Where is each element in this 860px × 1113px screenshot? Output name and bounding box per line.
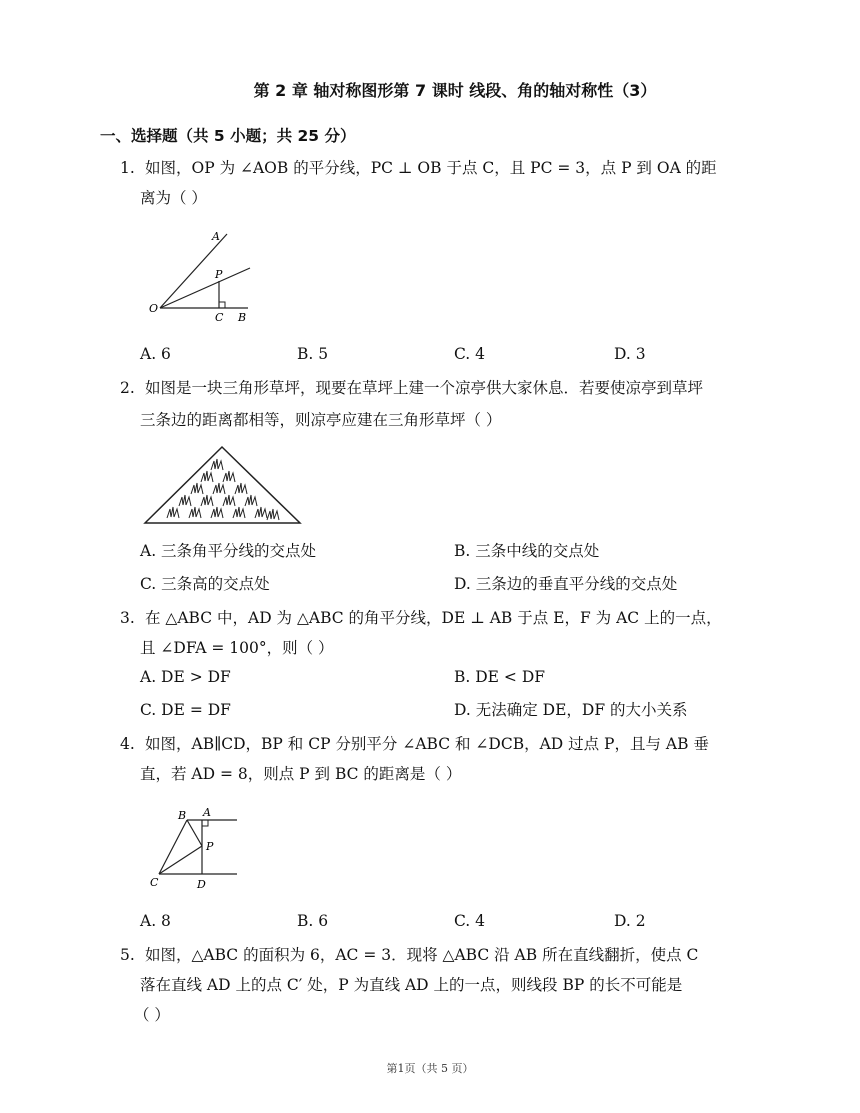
q1-option-c[interactable]: C. 4 bbox=[454, 345, 486, 363]
q1-option-d[interactable]: D. 3 bbox=[614, 345, 646, 363]
q4-parallel-lines-figure bbox=[145, 800, 245, 892]
q4-number: 4. bbox=[120, 735, 135, 753]
q3-text-line2: 且 ∠DFA = 100°，则（ ） bbox=[140, 639, 334, 657]
q2-option-a[interactable]: A. 三条角平分线的交点处 bbox=[140, 542, 317, 560]
q1-text-line2: 离为（ ） bbox=[140, 189, 207, 207]
q1-number: 1. bbox=[120, 159, 135, 177]
q2-grass-triangle-figure bbox=[145, 445, 301, 525]
ray-op bbox=[160, 268, 250, 308]
q4-text-line1: 如图，AB∥CD，BP 和 CP 分别平分 ∠ABC 和 ∠DCB，AD 过点 P，且与 AB 垂 bbox=[145, 735, 709, 753]
label-b: B bbox=[238, 311, 247, 324]
label-c: C bbox=[150, 876, 159, 889]
q2-text-line2: 三条边的距离都相等，则凉亭应建在三角形草坪（ ） bbox=[140, 411, 502, 429]
q5-text-line1: 如图，△ABC 的面积为 6，AC = 3．现将 △ABC 沿 AB 所在直线翻折，使点 C bbox=[145, 946, 699, 964]
q1-text-line1: 如图，OP 为 ∠AOB 的平分线，PC ⊥ OB 于点 C，且 PC = 3，点 P 到 OA 的距 bbox=[145, 159, 717, 177]
q4-text-line2: 直，若 AD = 8，则点 P 到 BC 的距离是（ ） bbox=[140, 765, 462, 783]
q3-number: 3. bbox=[120, 609, 135, 627]
q1-angle-figure bbox=[140, 225, 270, 325]
q4-option-c[interactable]: C. 4 bbox=[454, 912, 486, 930]
right-angle-mark bbox=[202, 820, 208, 826]
q2-option-b[interactable]: B. 三条中线的交点处 bbox=[454, 542, 600, 560]
q4-option-d[interactable]: D. 2 bbox=[614, 912, 646, 930]
q5-text-line2: 落在直线 AD 上的点 C′ 处，P 为直线 AD 上的一点，则线段 BP 的长不可能是 bbox=[140, 976, 683, 994]
label-b: B bbox=[178, 809, 187, 822]
section-heading: 一、选择题（共 5 小题；共 25 分） bbox=[100, 127, 356, 145]
q2-option-c[interactable]: C. 三条高的交点处 bbox=[140, 575, 270, 593]
q3-option-d[interactable]: D. 无法确定 DE，DF 的大小关系 bbox=[454, 701, 688, 719]
q4-option-a[interactable]: A. 8 bbox=[140, 912, 171, 930]
page-footer: 第1页（共 5 页） bbox=[386, 1062, 474, 1075]
label-d: D bbox=[197, 878, 206, 891]
segment-bc bbox=[159, 820, 187, 874]
q2-number: 2. bbox=[120, 379, 135, 397]
q5-text-line3: （ ） bbox=[134, 1006, 170, 1024]
right-angle-mark bbox=[219, 302, 225, 308]
q1-option-a[interactable]: A. 6 bbox=[140, 345, 171, 363]
q3-option-b[interactable]: B. DE < DF bbox=[454, 668, 546, 686]
segment-cp bbox=[159, 846, 202, 874]
q5-number: 5. bbox=[120, 946, 135, 964]
q2-option-d[interactable]: D. 三条边的垂直平分线的交点处 bbox=[454, 575, 678, 593]
label-c: C bbox=[215, 311, 224, 324]
label-p: P bbox=[206, 840, 214, 853]
q3-option-a[interactable]: A. DE > DF bbox=[140, 668, 231, 686]
q2-text-line1: 如图是一块三角形草坪，现要在草坪上建一个凉亭供大家休息．若要使凉亭到草坪 bbox=[145, 379, 704, 397]
q4-option-b[interactable]: B. 6 bbox=[297, 912, 329, 930]
label-a: A bbox=[203, 806, 211, 819]
label-o: O bbox=[149, 302, 159, 315]
label-p: P bbox=[215, 268, 223, 281]
page-title: 第 2 章 轴对称图形第 7 课时 线段、角的轴对称性（3） bbox=[253, 81, 657, 100]
q1-option-b[interactable]: B. 5 bbox=[297, 345, 329, 363]
q3-text-line1: 在 △ABC 中，AD 为 △ABC 的角平分线，DE ⊥ AB 于点 E，F 为 AC 上的一点， bbox=[145, 609, 722, 627]
label-a: A bbox=[212, 230, 220, 243]
segment-bp bbox=[187, 820, 202, 846]
q3-option-c[interactable]: C. DE = DF bbox=[140, 701, 231, 719]
